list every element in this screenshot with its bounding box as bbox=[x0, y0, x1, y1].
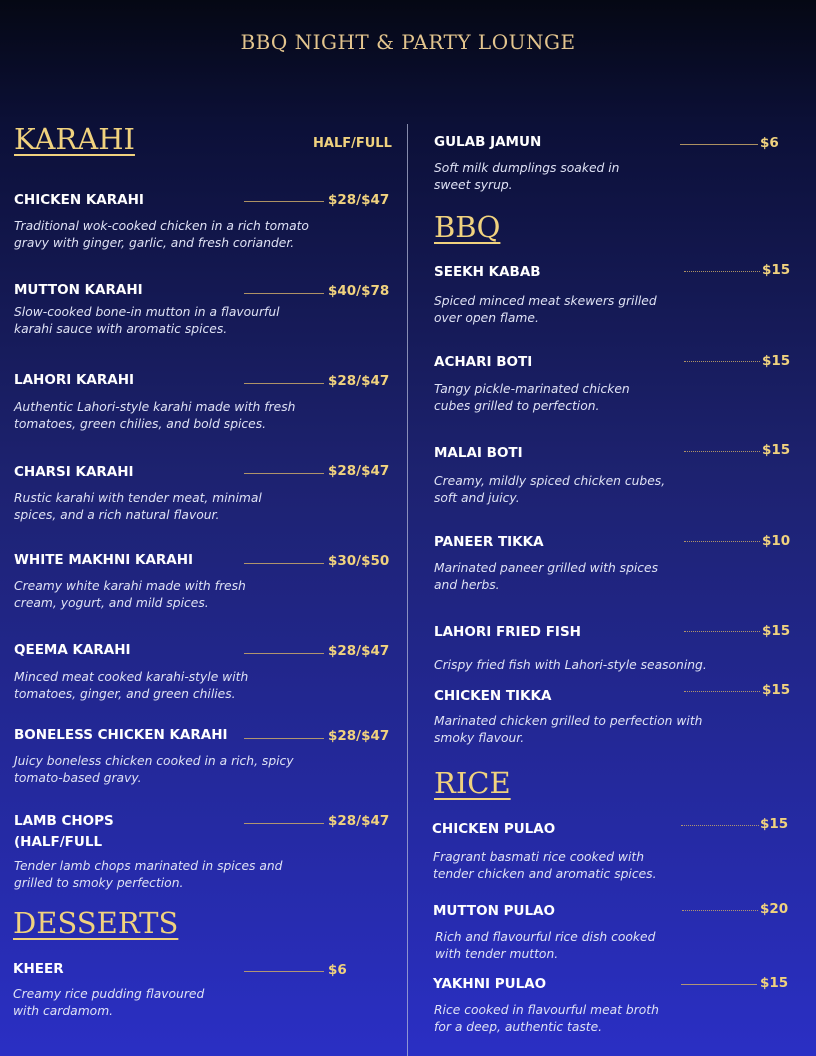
menu-item-description: Juicy boneless chicken cooked in a rich, spicy tomato-based gravy. bbox=[14, 754, 294, 785]
menu-item-price: $6 bbox=[328, 962, 347, 978]
menu-item-price: $40/$78 bbox=[328, 283, 390, 299]
menu-item-description: Spiced minced meat skewers grilled over open flame. bbox=[434, 294, 657, 325]
menu-item-price: $15 bbox=[760, 975, 789, 991]
menu-item-description: Rustic karahi with tender meat, minimal spices, and a rich natural flavour. bbox=[14, 491, 262, 522]
price-leader-line bbox=[684, 451, 760, 453]
menu-item-description: Rich and flavourful rice dish cooked with tender mutton. bbox=[435, 930, 656, 961]
section-heading-desserts: DESSERTS bbox=[13, 906, 179, 940]
price-leader-line bbox=[244, 473, 324, 475]
menu-item-price: $28/$47 bbox=[328, 643, 390, 659]
price-leader-line bbox=[682, 910, 758, 912]
menu-item-price: $28/$47 bbox=[328, 813, 390, 829]
menu-item-description: Fragrant basmati rice cooked with tender chicken and aromatic spices. bbox=[433, 850, 657, 881]
menu-item-description: Slow-cooked bone-in mutton in a flavourful karahi sauce with aromatic spices. bbox=[14, 305, 280, 336]
section-heading-rice: RICE bbox=[434, 766, 511, 800]
menu-item-name: WHITE MAKHNI KARAHI bbox=[14, 552, 194, 568]
menu-item-name: CHICKEN KARAHI bbox=[14, 192, 144, 208]
menu-item-description: Crispy fried fish with Lahori-style seasoning. bbox=[434, 658, 707, 672]
menu-item-name: SEEKH KABAB bbox=[434, 264, 541, 280]
menu-item-description: Soft milk dumplings soaked in sweet syrup. bbox=[434, 161, 620, 192]
menu-item-name: CHICKEN PULAO bbox=[432, 821, 556, 837]
menu-item-description: Tender lamb chops marinated in spices and grilled to smoky perfection. bbox=[14, 859, 283, 890]
menu-item-name: PANEER TIKKA bbox=[434, 534, 544, 550]
price-leader-line bbox=[244, 563, 324, 565]
price-leader-line bbox=[244, 293, 324, 295]
menu-item-price: $15 bbox=[762, 682, 791, 698]
menu-item-price: $15 bbox=[762, 262, 791, 278]
price-leader-line bbox=[684, 631, 760, 633]
menu-item-name: LAMB CHOPS (HALF/FULL bbox=[14, 813, 114, 850]
price-leader-line bbox=[680, 144, 758, 146]
menu-item-price: $28/$47 bbox=[328, 192, 390, 208]
menu-item-name: MUTTON PULAO bbox=[433, 903, 555, 919]
price-leader-line bbox=[684, 541, 760, 543]
menu-item-price: $28/$47 bbox=[328, 728, 390, 744]
menu-item-name: LAHORI KARAHI bbox=[14, 372, 135, 388]
menu-item-price: $6 bbox=[760, 135, 779, 151]
menu-item-name: BONELESS CHICKEN KARAHI bbox=[14, 727, 228, 743]
column-divider bbox=[407, 124, 408, 1056]
menu-item-price: $15 bbox=[762, 623, 791, 639]
menu-item-price: $28/$47 bbox=[328, 373, 390, 389]
price-leader-line bbox=[684, 691, 760, 693]
price-leader-line bbox=[684, 271, 760, 273]
menu-title: BBQ NIGHT & PARTY LOUNGE bbox=[240, 30, 576, 54]
menu-item-description: Minced meat cooked karahi-style with tomatoes, ginger, and green chilies. bbox=[14, 670, 249, 701]
menu-item-description: Tangy pickle-marinated chicken cubes grilled to perfection. bbox=[434, 382, 630, 413]
price-leader-line bbox=[681, 984, 757, 986]
price-leader-line bbox=[684, 361, 760, 363]
menu-item-name: GULAB JAMUN bbox=[434, 134, 542, 150]
menu-item-description: Creamy white karahi made with fresh cream, yogurt, and mild spices. bbox=[14, 579, 246, 610]
price-leader-line bbox=[244, 738, 324, 740]
menu-item-price: $28/$47 bbox=[328, 463, 390, 479]
menu-item-price: $20 bbox=[760, 901, 789, 917]
menu-item-description: Creamy, mildly spiced chicken cubes, soft and juicy. bbox=[434, 474, 666, 505]
menu-item-name: YAKHNI PULAO bbox=[433, 976, 547, 992]
menu-item-description: Creamy rice pudding flavoured with cardamom. bbox=[13, 987, 205, 1018]
price-leader-line bbox=[244, 971, 324, 973]
menu-item-name: LAHORI FRIED FISH bbox=[434, 624, 581, 640]
menu-item-price: $10 bbox=[762, 533, 791, 549]
menu-item-name: QEEMA KARAHI bbox=[14, 642, 131, 658]
menu-item-description: Traditional wok-cooked chicken in a rich tomato gravy with ginger, garlic, and fresh coriander. bbox=[14, 219, 309, 250]
menu-item-description: Marinated paneer grilled with spices and herbs. bbox=[434, 561, 659, 592]
price-leader-line bbox=[244, 383, 324, 385]
menu-item-price: $15 bbox=[762, 353, 791, 369]
menu-item-price: $15 bbox=[762, 442, 791, 458]
price-leader-line bbox=[244, 653, 324, 655]
section-heading-karahi: KARAHI bbox=[14, 122, 135, 156]
menu-item-name: ACHARI BOTI bbox=[434, 354, 533, 370]
menu-item-name: CHICKEN TIKKA bbox=[434, 688, 552, 704]
menu-item-description: Marinated chicken grilled to perfection with smoky flavour. bbox=[434, 714, 703, 745]
menu-item-description: Rice cooked in flavourful meat broth for a deep, authentic taste. bbox=[434, 1003, 659, 1034]
menu-item-name: MUTTON KARAHI bbox=[14, 282, 143, 298]
section-heading-bbq: BBQ bbox=[434, 210, 501, 244]
price-leader-line bbox=[681, 825, 759, 827]
price-leader-line bbox=[244, 823, 324, 825]
menu-item-name: CHARSI KARAHI bbox=[14, 464, 134, 480]
price-leader-line bbox=[244, 201, 324, 203]
menu-item-name: MALAI BOTI bbox=[434, 445, 523, 461]
menu-item-description: Authentic Lahori-style karahi made with fresh tomatoes, green chilies, and bold spices. bbox=[14, 400, 296, 431]
menu-item-name: KHEER bbox=[13, 961, 64, 977]
menu-item-price: $15 bbox=[760, 816, 789, 832]
half-full-label: HALF/FULL bbox=[313, 136, 392, 151]
menu-item-price: $30/$50 bbox=[328, 553, 390, 569]
